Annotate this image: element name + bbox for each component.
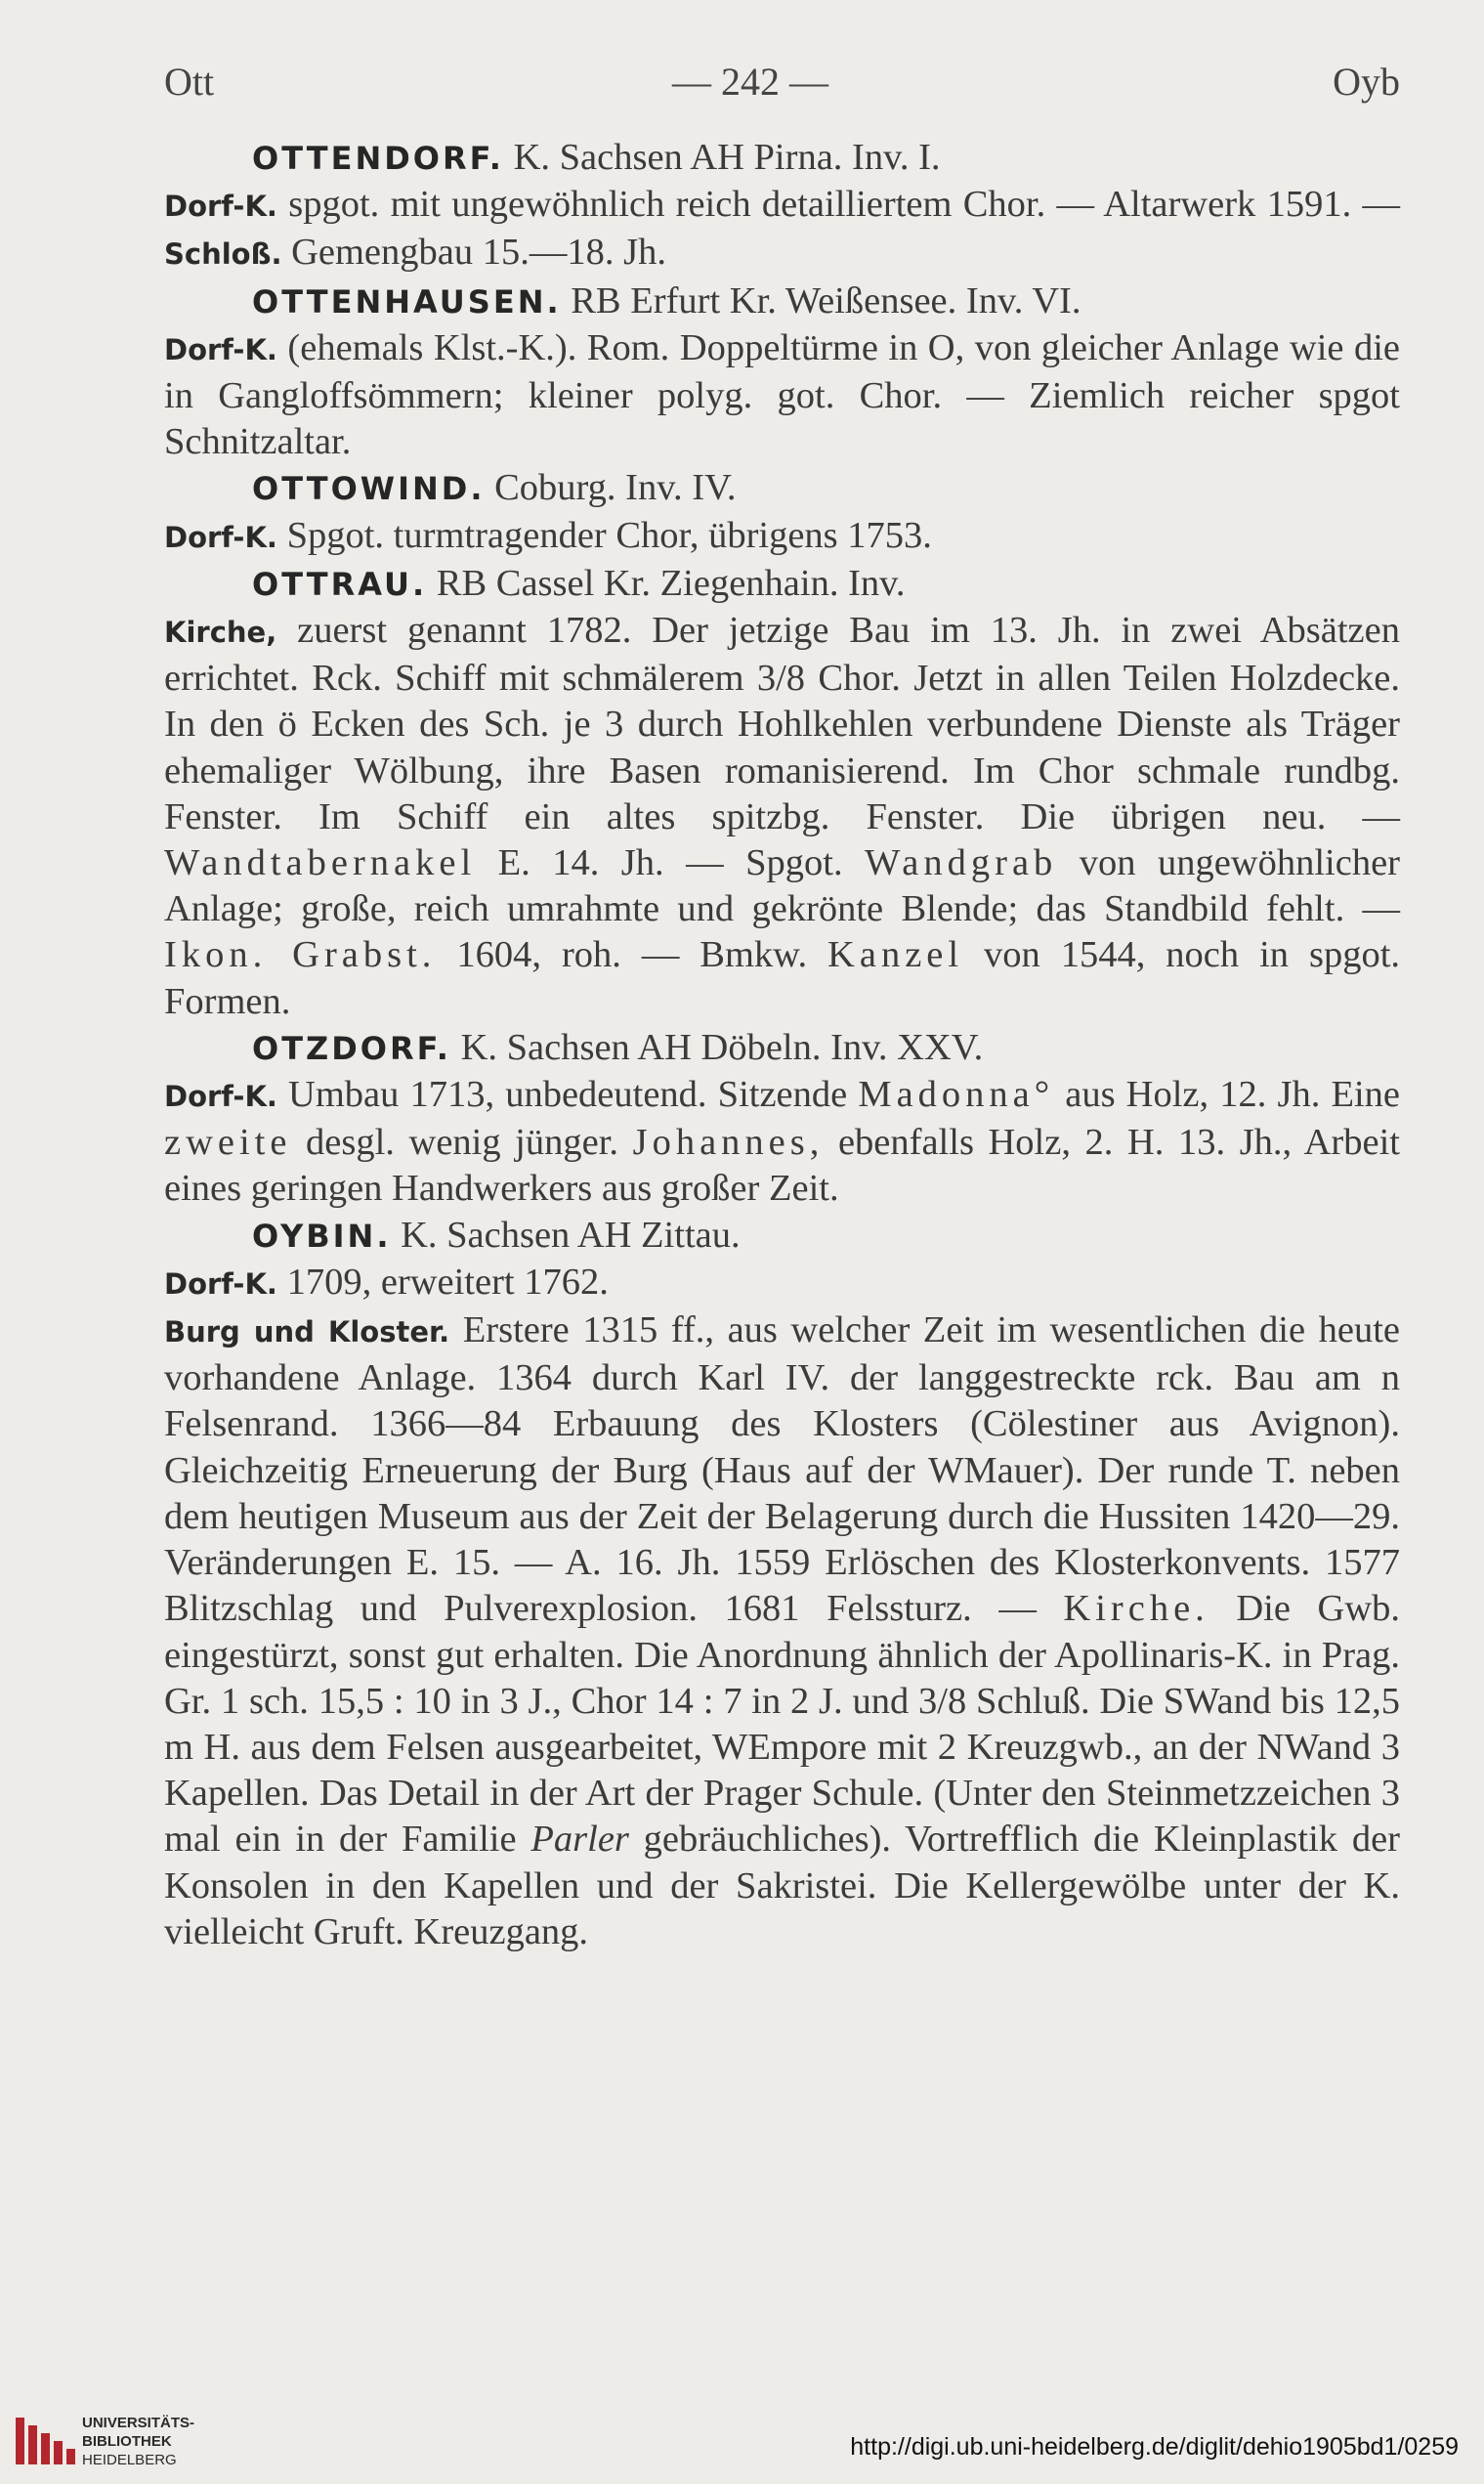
spaced-term: Ikon. Grabst. bbox=[164, 934, 437, 976]
place-heading: OTTENDORF. bbox=[252, 140, 504, 177]
entry-ottenhausen bbox=[164, 278, 1400, 325]
keyword: Burg und Kloster. bbox=[164, 1315, 450, 1349]
entry-text: Schluß. Die SWand bis 12,5 m H. aus dem Felsen ausgearbeitet, WEmpore mit 2 Kreuzgwb., an der NWand 3 Kapellen. Das Detail in der Art der Prager Schule. (Unter den Steinmetzzeichen 3 mal ein in der Familie bbox=[164, 1680, 1400, 1861]
spaced-term: Kirche. bbox=[1063, 1588, 1209, 1630]
entry-text: aus Holz, 12. Jh. Eine bbox=[1054, 1074, 1400, 1116]
library-name-line2: BIBLIOTHEK bbox=[82, 2433, 172, 2450]
place-heading: OTTRAU. bbox=[252, 565, 428, 603]
entry-text: Erstere 1315 ff., aus welcher Zeit im wesentlichen die heute vorhandene Anlage. 1364 durch Karl IV. der langgestreckte rck. Bau am n Felsenrand. 1366—84 Erbauung des Klosters (Cölestiner aus Avignon). Gleichzeitig Erneuerung der Burg (Haus auf der WMauer). Der runde T. neben dem heutigen Museum aus der Zeit der Belagerung durch die Hussiten 1420—29. Veränderungen E. 15. — A. 16. Jh. 1559 Erlöschen des Klosterkonvents. 1577 Blitzschlag und Pulverexplosion. 1681 Felssturz. — bbox=[164, 1309, 1400, 1630]
keyword: Dorf-K. bbox=[164, 520, 277, 554]
library-logo bbox=[14, 2408, 209, 2476]
university-seal-icon bbox=[14, 2412, 78, 2470]
entry-text: Die Gwb. eingestürzt, sonst gut erhalten. Die Anordnung ähnlich der Apollinaris-K. in Prag. Gr. 1 sch. 15,5 : 10 in 3 J., Chor 14 : 7 in 2 J. und bbox=[164, 1588, 1400, 1722]
entry-text: RB Cassel Kr. Ziegenhain. Inv. bbox=[427, 562, 906, 604]
keyword: Dorf-K. bbox=[164, 190, 277, 224]
entry-text: RB Erfurt Kr. Weißensee. Inv. VI. bbox=[561, 279, 1081, 321]
fraction: 3/8 bbox=[756, 658, 806, 700]
entry-text: 1604, roh. — Bmkw. bbox=[436, 934, 828, 976]
entry-oybin bbox=[164, 1213, 1400, 1260]
spaced-term: Wandgrab bbox=[865, 842, 1058, 884]
running-head-left: Ott bbox=[164, 60, 215, 104]
paragraph-ottowind-dorfkirche bbox=[164, 513, 1400, 561]
entry-text: zuerst genannt 1782. Der jetzige Bau im 13. Jh. in zwei Absätzen errichtet. Rck. Schiff mit schmälerem bbox=[164, 610, 1400, 700]
keyword: Dorf-K. bbox=[164, 332, 277, 366]
source-url-link[interactable]: http://digi.ub.uni-heidelberg.de/diglit/dehio1905bd1/0259 bbox=[850, 2433, 1459, 2461]
entry-ottendorf bbox=[164, 135, 1400, 182]
page-number: — 242 — bbox=[672, 60, 828, 104]
entry-text: spgot. mit ungewöhnlich reich detailliertem Chor. — Altarwerk 1591. — bbox=[276, 184, 1400, 226]
entry-text: von 1544, noch in spgot. Formen. bbox=[164, 934, 1401, 1022]
library-name-line3: HEIDELBERG bbox=[82, 2452, 177, 2468]
entry-text: 1709, erweitert 1762. bbox=[276, 1261, 609, 1303]
keyword: Schloß. bbox=[164, 237, 282, 272]
keyword: Kirche, bbox=[164, 616, 277, 650]
entry-text: K. Sachsen AH Zittau. bbox=[391, 1214, 741, 1256]
paragraph-ottrau-kirche bbox=[164, 608, 1400, 1025]
keyword: Dorf-K. bbox=[164, 1080, 277, 1114]
paragraph-oybin-dorfkirche bbox=[164, 1260, 1400, 1307]
entry-text: K. Sachsen AH Döbeln. Inv. XXV. bbox=[450, 1026, 984, 1068]
entry-text: E. 14. Jh. — Spgot. bbox=[476, 842, 866, 884]
entry-text: Umbau 1713, unbedeutend. Sitzende bbox=[276, 1074, 859, 1116]
running-head bbox=[164, 59, 1400, 117]
entry-otzdorf bbox=[164, 1025, 1400, 1072]
place-heading: OTTOWIND. bbox=[252, 470, 486, 508]
paragraph-ottenhausen-dorfkirche bbox=[164, 325, 1400, 466]
entry-text: gebräuchliches). Vortrefflich die Kleinplastik der Konsolen in den Kapellen und der Sakristei. Die Kellergewölbe unter der K. vielleicht Gruft. Kreuzgang. bbox=[164, 1819, 1400, 1952]
entry-text: von ungewöhnlicher Anlage; große, reich umrahmte und gekrönte Blende; das Standbild fehlt. — bbox=[164, 842, 1400, 930]
entry-ottowind bbox=[164, 465, 1400, 512]
text-block bbox=[164, 135, 1400, 1955]
spaced-term: Wandtabernakel bbox=[164, 842, 477, 884]
running-head-right: Oyb bbox=[1333, 60, 1400, 104]
fraction: 3/8 bbox=[918, 1680, 967, 1722]
entry-text: desgl. wenig jünger. bbox=[291, 1122, 633, 1164]
paragraph-oybin-burg-und-kloster bbox=[164, 1307, 1400, 1955]
spaced-term: Madonna° bbox=[858, 1074, 1055, 1116]
entry-text: K. Sachsen AH Pirna. Inv. I. bbox=[503, 137, 941, 178]
place-heading: OYBIN. bbox=[252, 1217, 392, 1255]
place-heading: OTZDORF. bbox=[252, 1029, 451, 1067]
entry-text: Spgot. turmtragender Chor, übrigens 1753. bbox=[276, 514, 932, 556]
place-heading: OTTENHAUSEN. bbox=[252, 282, 562, 321]
entry-text: (ehemals Klst.-K.). Rom. Doppeltürme in O, von gleicher Anlage wie die in Gangloffsömmern; kleiner polyg. got. Chor. — Ziemlich reicher spgot Schnitzaltar. bbox=[164, 326, 1400, 463]
entry-text: Coburg. Inv. IV. bbox=[485, 467, 737, 509]
footer-bar bbox=[0, 2404, 1484, 2484]
spaced-term: Kanzel bbox=[827, 934, 964, 976]
paragraph-ottendorf-dorfkirche bbox=[164, 182, 1400, 278]
entry-text: Gemengbau 15.—18. Jh. bbox=[281, 232, 666, 274]
library-name bbox=[82, 2414, 194, 2469]
paragraph-otzdorf-dorfkirche bbox=[164, 1072, 1400, 1213]
library-name-line1: UNIVERSITÄTS- bbox=[82, 2415, 195, 2431]
entry-text: ebenfalls Holz, 2. H. 13. Jh., Arbeit eines geringen Handwerkers aus großer Zeit. bbox=[164, 1122, 1400, 1210]
entry-ottrau bbox=[164, 561, 1400, 608]
entry-text: Chor. Jetzt in allen Teilen Holzdecke. In den ö Ecken des Sch. je 3 durch Hohlkehlen verbundene Dienste als Träger ehemaliger Wölbung, ihre Basen romanisierend. Im Chor schmale rundbg. Fenster. Im Schiff ein altes spitzbg. Fenster. Die übrigen neu. — bbox=[164, 658, 1400, 837]
spaced-term: zweite bbox=[164, 1122, 292, 1164]
keyword: Dorf-K. bbox=[164, 1266, 277, 1301]
italic-name: Parler bbox=[530, 1819, 629, 1861]
spaced-term: Johannes, bbox=[632, 1122, 825, 1164]
